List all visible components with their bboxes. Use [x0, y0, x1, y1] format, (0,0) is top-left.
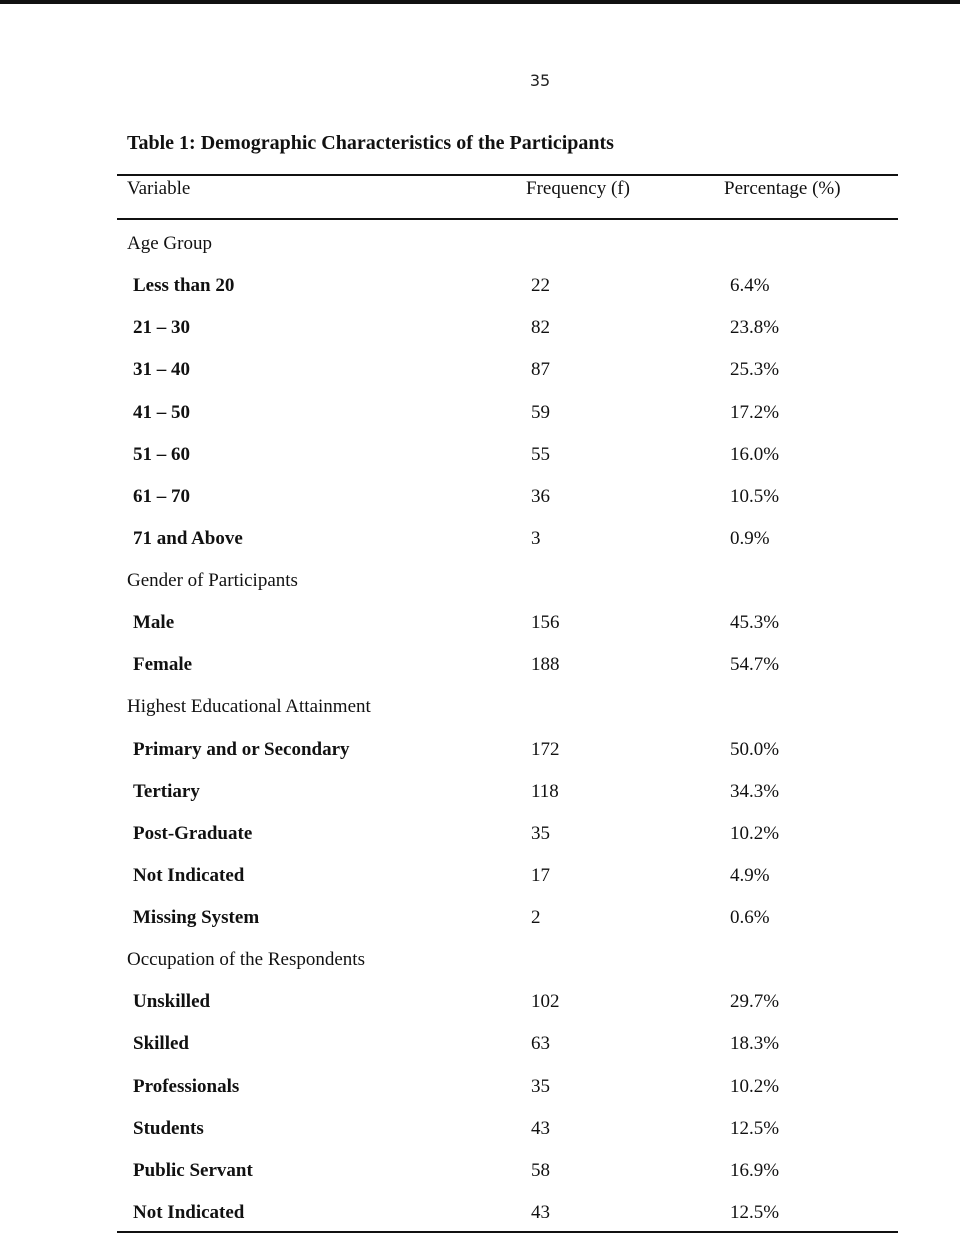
row-percentage: 54.7% [730, 654, 780, 676]
group-row-age-group [0, 220, 960, 262]
table-row [0, 473, 960, 515]
table-title: Table 1: Demographic Characteristics of the Participants [127, 132, 614, 154]
header-frequency: Frequency (f) [526, 178, 630, 199]
group-label: Gender of Participants [127, 570, 298, 591]
table-row [0, 1189, 960, 1231]
row-percentage: 50.0% [730, 738, 780, 760]
row-percentage: 0.9% [730, 527, 770, 549]
row-frequency: 35 [531, 1075, 550, 1097]
table-row [0, 978, 960, 1020]
row-frequency: 59 [531, 401, 550, 423]
row-percentage: 12.5% [730, 1201, 780, 1223]
row-label: Male [133, 612, 175, 634]
row-label: 51 – 60 [133, 443, 190, 465]
row-frequency: 172 [531, 738, 560, 760]
row-percentage: 23.8% [730, 317, 780, 339]
row-frequency: 102 [531, 991, 560, 1013]
row-label: 21 – 30 [133, 317, 190, 339]
row-label: Unskilled [133, 991, 211, 1013]
row-label: 41 – 50 [133, 401, 190, 423]
row-label: Public Servant [133, 1159, 253, 1181]
row-percentage: 4.9% [730, 864, 770, 886]
row-percentage: 10.5% [730, 485, 780, 507]
group-label: Highest Educational Attainment [127, 696, 371, 718]
row-frequency: 118 [531, 780, 559, 802]
table-header-row [0, 176, 960, 218]
group-label: Age Group [127, 233, 212, 254]
row-percentage: 16.9% [730, 1159, 780, 1181]
table-row [0, 304, 960, 346]
row-frequency: 2 [531, 907, 541, 928]
table-row [0, 810, 960, 852]
row-label: Students [133, 1117, 204, 1139]
row-percentage: 12.5% [730, 1117, 780, 1139]
row-label: Tertiary [133, 780, 200, 802]
row-frequency: 82 [531, 317, 550, 339]
row-label: Post-Graduate [133, 822, 253, 844]
row-frequency: 188 [531, 654, 560, 676]
header-variable: Variable [127, 178, 191, 199]
row-label: Missing System [133, 907, 260, 928]
table-row [0, 641, 960, 683]
row-percentage: 10.2% [730, 1075, 780, 1097]
row-frequency: 43 [531, 1117, 550, 1139]
row-label: Female [133, 654, 193, 676]
row-percentage: 16.0% [730, 443, 780, 465]
row-percentage: 34.3% [730, 780, 780, 802]
table-row [0, 852, 960, 894]
row-label: 31 – 40 [133, 359, 190, 381]
row-frequency: 63 [531, 1033, 550, 1055]
top-border-rule [0, 0, 960, 4]
table-row [0, 515, 960, 557]
group-row-occupation [0, 936, 960, 978]
row-frequency: 36 [531, 485, 550, 507]
header-percentage: Percentage (%) [724, 178, 841, 199]
row-frequency: 43 [531, 1201, 550, 1223]
table-row [0, 431, 960, 473]
row-frequency: 17 [531, 864, 550, 886]
row-label: Primary and or Secondary [133, 738, 350, 760]
table-row [0, 1020, 960, 1062]
row-frequency: 35 [531, 822, 550, 844]
table-row [0, 346, 960, 388]
table-bottom-rule [117, 1231, 898, 1233]
page-number: 35 [529, 71, 551, 90]
group-row-gender [0, 557, 960, 599]
table-body [0, 220, 960, 1231]
row-label: Skilled [133, 1033, 189, 1055]
row-label: Not Indicated [133, 1201, 245, 1223]
row-frequency: 87 [531, 359, 550, 381]
table-row [0, 726, 960, 768]
row-percentage: 25.3% [730, 359, 780, 381]
row-frequency: 156 [531, 612, 560, 634]
row-percentage: 10.2% [730, 822, 780, 844]
table-row [0, 1105, 960, 1147]
table-row [0, 599, 960, 641]
table-row [0, 768, 960, 810]
row-percentage: 17.2% [730, 401, 780, 423]
group-row-education [0, 683, 960, 725]
table-row [0, 1063, 960, 1105]
group-label: Occupation of the Respondents [127, 949, 365, 971]
row-frequency: 58 [531, 1159, 550, 1181]
table-row [0, 262, 960, 304]
row-percentage: 0.6% [730, 907, 770, 928]
row-label: 61 – 70 [133, 485, 190, 507]
table-row [0, 1147, 960, 1189]
row-percentage: 18.3% [730, 1033, 780, 1055]
row-label: Not Indicated [133, 864, 245, 886]
row-percentage: 29.7% [730, 991, 780, 1013]
table-row [0, 894, 960, 936]
row-frequency: 22 [531, 275, 550, 297]
row-frequency: 55 [531, 443, 550, 465]
row-label: Professionals [133, 1075, 240, 1097]
row-label: 71 and Above [133, 527, 243, 549]
row-label: Less than 20 [133, 275, 235, 297]
table-row [0, 389, 960, 431]
row-frequency: 3 [531, 527, 541, 549]
row-percentage: 45.3% [730, 612, 780, 634]
row-percentage: 6.4% [730, 275, 770, 297]
